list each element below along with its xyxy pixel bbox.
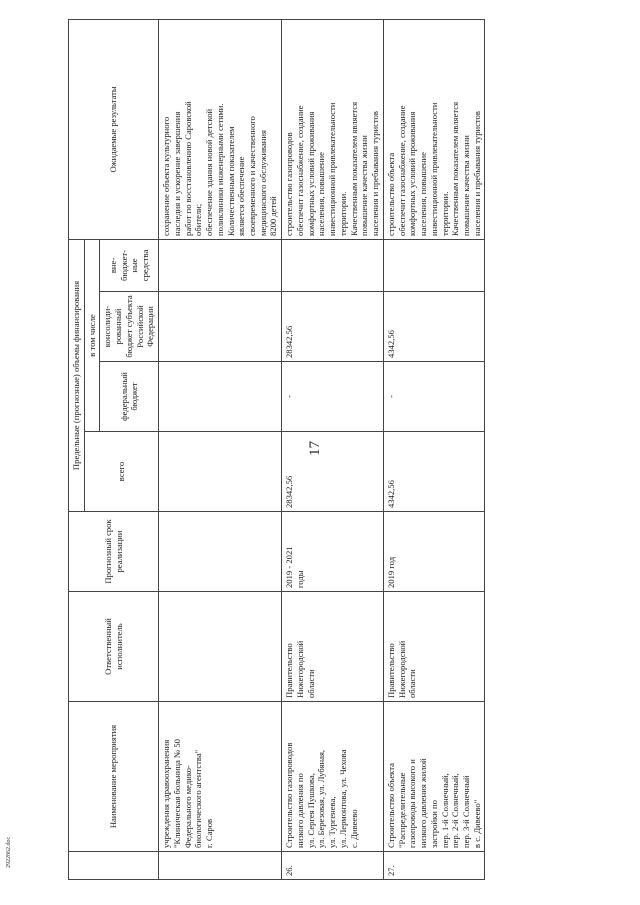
row-total <box>159 432 282 512</box>
row-total: 4342,56 <box>383 432 485 512</box>
table-row <box>159 19 282 879</box>
row-extrabudget <box>159 239 282 291</box>
header-including: в том числе <box>84 239 100 431</box>
row-name: Строительство газопроводов низкого давления по ул. Сергея Пушкова, ул. Березовая, ул. Лубяная, ул. Тургенева, ул. Лермонтова, ул. Чехова с. Дивеево <box>282 702 384 852</box>
header-extrabudget: вне-бюджет-ные средства <box>100 239 159 291</box>
row-consolidated: 4342,56 <box>383 292 485 362</box>
row-results: строительство объекта обеспечит газоснабжение, создание комфортных условий проживания населения, повышение инвестиционной привлекательности территории. Качественным показателем является повышение качества жизни населения и пребывания туристов <box>383 19 485 239</box>
header-results: Ожидаемые результаты <box>69 19 159 239</box>
row-extrabudget <box>383 239 485 291</box>
row-name: Строительство объекта "Распределительные газопроводы высокого и низкого давления жилой застройки по пер. 1-й Солнечный, пер. 2-й Солнечный, пер. 3-й Солнечный в с. Дивеево" <box>383 702 485 852</box>
header-consolidated: консолиди-рованный бюджет субъекта Российской Федерации <box>100 292 159 362</box>
header-term: Прогнозный срок реализации <box>69 512 159 592</box>
table-row <box>383 19 485 879</box>
row-federal: - <box>282 362 384 432</box>
footer-file-code: 2922862.doc <box>6 836 12 868</box>
header-num <box>69 852 159 880</box>
table-row <box>282 19 384 879</box>
header-name: Наименование мероприятия <box>69 702 159 852</box>
row-results: сохранение объекта культурного наследия и ускорение завершения работ по восстановлению Саровской обители; обеспечение здания новой детской поликлиники инженерными сетями. Количественным показателем является обеспечение своевременного и качественного медицинского обслуживания 8200 детей <box>159 19 282 239</box>
row-executor <box>159 592 282 702</box>
row-federal: - <box>383 362 485 432</box>
header-funding-group: Предельные (прогнозные) объемы финансирования <box>69 239 85 511</box>
row-executor: Правительство Нижегородской области <box>282 592 384 702</box>
header-total: всего <box>84 432 158 512</box>
row-num <box>159 852 282 880</box>
row-num: 26. <box>282 852 384 880</box>
header-federal: федеральный бюджет <box>100 362 159 432</box>
row-term: 2019 год <box>383 512 485 592</box>
row-total: 28342,56 <box>282 432 384 512</box>
row-federal <box>159 362 282 432</box>
row-term <box>159 512 282 592</box>
row-results: строительство газопроводов обеспечит газоснабжение, создание комфортных условий проживания населения, повышение инвестиционной привлекательности территории. Качественным показателем является повышение качества жизни населения и пребывания туристов <box>282 19 384 239</box>
row-extrabudget <box>282 239 384 291</box>
funding-table <box>68 20 578 880</box>
row-term: 2019 - 2021 годы <box>282 512 384 592</box>
row-consolidated: 28342,56 <box>282 292 384 362</box>
header-executor: Ответственный исполнитель <box>69 592 159 702</box>
page-number: 17 <box>307 441 323 456</box>
row-consolidated <box>159 292 282 362</box>
row-num: 27. <box>383 852 485 880</box>
row-executor: Правительство Нижегородской области <box>383 592 485 702</box>
row-name: учреждения здравоохранения "Клиническая больница № 50 Федерального медико- биологического агентства" г. Саров <box>159 702 282 852</box>
